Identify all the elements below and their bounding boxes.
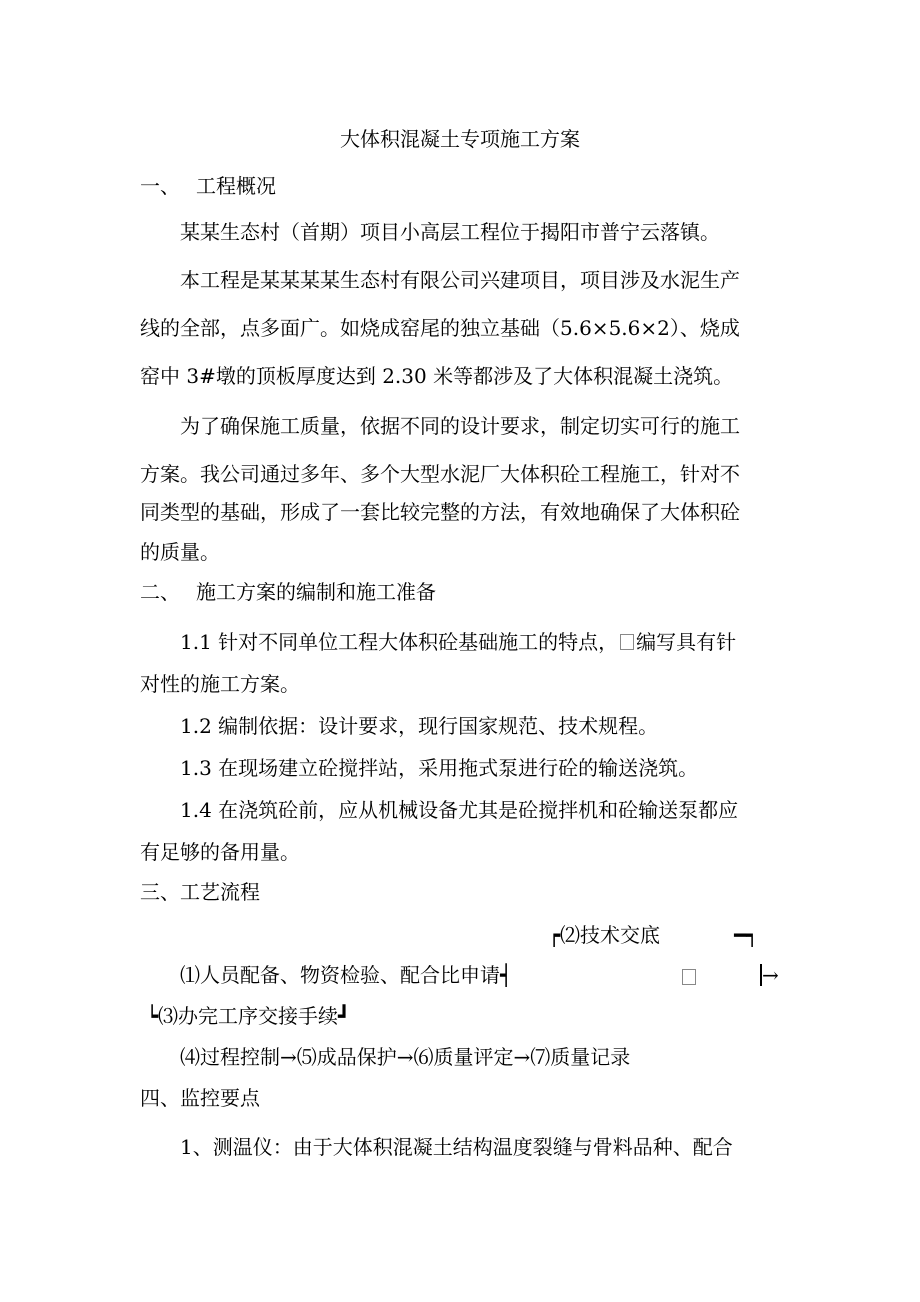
section-title: 工程概况 bbox=[196, 174, 276, 198]
flow-step-2: ┍⑵技术交底 bbox=[548, 923, 661, 947]
list-item: 1.4 在浇筑砼前，应从机械设备尤其是砼搅拌机和砼输送泵都应 bbox=[180, 798, 739, 822]
list-item bbox=[180, 632, 736, 652]
paragraph-line: 线的全部，点多面广。如烧成窑尾的独立基础（5.6×5.6×2）、烧成 bbox=[140, 316, 740, 340]
flow-arrow: → bbox=[762, 963, 779, 987]
paragraph-line: 为了确保施工质量，依据不同的设计要求，制定切实可行的施工 bbox=[180, 414, 740, 438]
section-number: 一、 bbox=[140, 174, 180, 198]
flow-placeholder bbox=[680, 967, 698, 987]
list-item: 1、测温仪：由于大体积混凝土结构温度裂缝与骨料品种、配合 bbox=[180, 1135, 733, 1159]
list-item: 1.2 编制依据：设计要求，现行国家规范、技术规程。 bbox=[180, 714, 659, 738]
section-heading-1 bbox=[140, 176, 276, 196]
section-heading-3: 三、工艺流程 bbox=[140, 880, 260, 904]
paragraph-line: 窑中 3#墩的顶板厚度达到 2.30 米等都涉及了大体积混凝土浇筑。 bbox=[140, 364, 734, 388]
list-item-continuation: 有足够的备用量。 bbox=[140, 840, 300, 864]
flow-join bbox=[760, 964, 779, 986]
flow-chain: ⑷过程控制→⑸成品保护→⑹质量评定→⑺质量记录 bbox=[180, 1045, 631, 1069]
section-heading-4: 四、监控要点 bbox=[140, 1086, 260, 1110]
flow-step-3: ┕⑶办完工序交接手续┛ bbox=[146, 1004, 351, 1028]
missing-glyph-box bbox=[682, 969, 696, 985]
list-item-text: 编写具有针 bbox=[636, 630, 737, 654]
list-item-text: 1.1 针对不同单位工程大体积砼基础施工的特点， bbox=[180, 630, 619, 654]
document-title: 大体积混凝土专项施工方案 bbox=[340, 127, 580, 151]
section-heading-2 bbox=[140, 582, 436, 602]
list-item: 1.3 在现场建立砼搅拌站，采用拖式泵进行砼的输送浇筑。 bbox=[180, 756, 699, 780]
paragraph-line: 同类型的基础，形成了一套比较完整的方法，有效地确保了大体积砼 bbox=[140, 500, 740, 524]
section-title: 施工方案的编制和施工准备 bbox=[196, 580, 436, 604]
paragraph-line: 本工程是某某某某生态村有限公司兴建项目，项目涉及水泥生产 bbox=[180, 268, 740, 292]
section-number: 二、 bbox=[140, 580, 180, 604]
paragraph-line: 方案。我公司通过多年、多个大型水泥厂大体积砼工程施工，针对不 bbox=[140, 462, 740, 486]
flow-step-1: ⑴人员配备、物资检验、配合比申请┥ bbox=[180, 963, 513, 987]
paragraph-line: 某某生态村（首期）项目小高层工程位于揭阳市普宁云落镇。 bbox=[180, 220, 720, 244]
flow-step-2-bracket: ━┑ bbox=[734, 923, 759, 947]
paragraph-line: 的质量。 bbox=[140, 540, 220, 564]
missing-glyph-box bbox=[620, 634, 634, 650]
list-item-continuation: 对性的施工方案。 bbox=[140, 672, 300, 696]
